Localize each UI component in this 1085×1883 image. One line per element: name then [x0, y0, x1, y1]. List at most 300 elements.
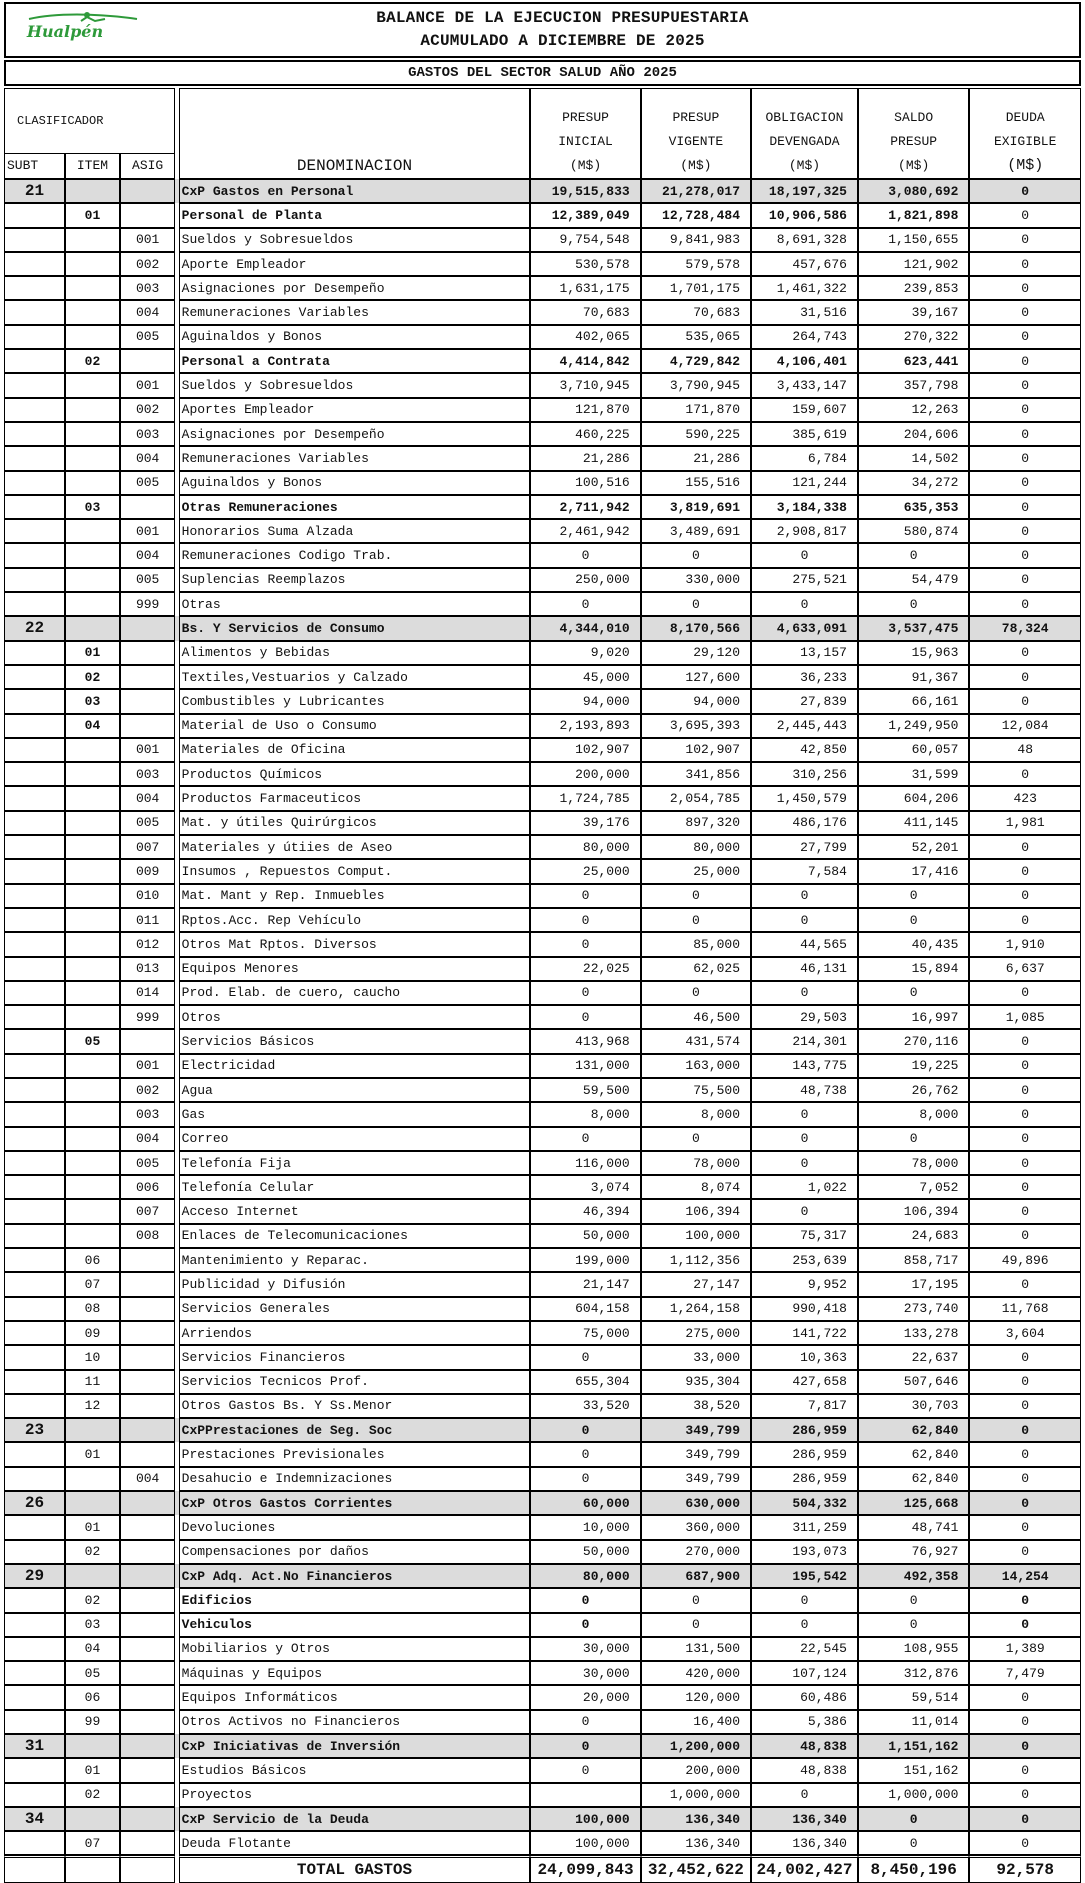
value-cell: 12,728,484 — [641, 203, 751, 227]
col-deuda-exigible — [969, 88, 1081, 179]
value-cell: 402,065 — [530, 325, 640, 349]
value-cell: 19,225 — [858, 1054, 969, 1078]
value-cell: 623,441 — [858, 349, 969, 373]
value-cell: 15,963 — [858, 641, 969, 665]
table-row — [4, 1588, 1081, 1612]
denominacion-cell: Prestaciones Previsionales — [179, 1442, 531, 1466]
denominacion-cell: Gas — [179, 1102, 531, 1126]
value-cell: 0 — [969, 1831, 1081, 1855]
value-cell: 7,052 — [858, 1175, 969, 1199]
table-row — [4, 471, 1081, 495]
value-cell: 59,514 — [858, 1685, 969, 1709]
value-cell: 0 — [751, 543, 858, 567]
value-cell: 46,500 — [641, 1005, 751, 1029]
value-cell: 100,000 — [530, 1831, 640, 1855]
value-cell: 17,195 — [858, 1272, 969, 1296]
asig-cell — [120, 665, 175, 689]
item-cell: 06 — [65, 1685, 120, 1709]
subt-cell — [4, 835, 65, 859]
value-cell: 78,324 — [969, 616, 1081, 640]
asig-cell: 012 — [120, 932, 175, 956]
value-cell: 0 — [969, 1394, 1081, 1418]
value-cell: 2,445,443 — [751, 714, 858, 738]
denominacion-cell: Remuneraciones Codigo Trab. — [179, 543, 531, 567]
item-cell: 04 — [65, 1637, 120, 1661]
table-row — [4, 203, 1081, 227]
denominacion-cell: Honorarios Suma Alzada — [179, 519, 531, 543]
value-cell: 141,722 — [751, 1321, 858, 1345]
item-cell — [65, 762, 120, 786]
value-cell: 0 — [641, 543, 751, 567]
value-cell: 530,578 — [530, 252, 640, 276]
value-cell: 2,908,817 — [751, 519, 858, 543]
value-cell: 0 — [969, 398, 1081, 422]
value-cell: 136,340 — [751, 1831, 858, 1855]
value-cell: 2,054,785 — [641, 786, 751, 810]
denominacion-cell: Mobiliarios y Otros — [179, 1637, 531, 1661]
asig-cell: 003 — [120, 422, 175, 446]
table-row — [4, 1831, 1081, 1855]
value-cell: 8,000 — [641, 1102, 751, 1126]
value-cell: 3,080,692 — [858, 179, 969, 203]
value-cell: 159,607 — [751, 398, 858, 422]
value-cell: 0 — [530, 1613, 640, 1637]
value-cell: 44,565 — [751, 932, 858, 956]
subt-cell — [4, 543, 65, 567]
value-cell: 9,841,983 — [641, 228, 751, 252]
value-cell: 163,000 — [641, 1054, 751, 1078]
value-cell: 42,850 — [751, 738, 858, 762]
value-cell: 0 — [969, 543, 1081, 567]
value-cell: 27,799 — [751, 835, 858, 859]
item-cell — [65, 1491, 120, 1515]
col-label: PRESUP — [890, 134, 938, 149]
table-row — [4, 1127, 1081, 1151]
value-cell: 80,000 — [641, 835, 751, 859]
asig-cell: 004 — [120, 786, 175, 810]
denominacion-cell: Alimentos y Bebidas — [179, 641, 531, 665]
value-cell: 0 — [858, 908, 969, 932]
item-cell — [65, 1224, 120, 1248]
denominacion-cell: Arriendos — [179, 1321, 531, 1345]
value-cell: 136,340 — [641, 1831, 751, 1855]
value-cell: 85,000 — [641, 932, 751, 956]
value-cell: 341,856 — [641, 762, 751, 786]
subt-cell — [4, 1710, 65, 1734]
asig-cell — [120, 1783, 175, 1807]
denominacion-cell: Combustibles y Lubricantes — [179, 689, 531, 713]
asig-cell: 002 — [120, 398, 175, 422]
asig-cell — [120, 1710, 175, 1734]
value-cell: 1,249,950 — [858, 714, 969, 738]
item-cell: 04 — [65, 714, 120, 738]
value-cell: 1,981 — [969, 811, 1081, 835]
value-cell: 580,874 — [858, 519, 969, 543]
table-row — [4, 811, 1081, 835]
table-row — [4, 1758, 1081, 1782]
subt-cell — [4, 1783, 65, 1807]
logo-text: Hualpén — [26, 22, 104, 41]
denominacion-cell: Insumos , Repuestos Comput. — [179, 859, 531, 883]
table-row — [4, 568, 1081, 592]
asig-cell — [120, 1370, 175, 1394]
value-cell: 1,450,579 — [751, 786, 858, 810]
asig-cell — [120, 1394, 175, 1418]
asig-cell — [120, 1345, 175, 1369]
value-cell: 0 — [969, 1272, 1081, 1296]
item-cell — [65, 1127, 120, 1151]
value-cell: 0 — [969, 981, 1081, 1005]
value-cell: 21,278,017 — [641, 179, 751, 203]
value-cell: 60,486 — [751, 1685, 858, 1709]
value-cell: 0 — [969, 228, 1081, 252]
subt-cell — [4, 1248, 65, 1272]
denominacion-cell: Materiales de Oficina — [179, 738, 531, 762]
asig-cell — [120, 1685, 175, 1709]
value-cell: 687,900 — [641, 1564, 751, 1588]
value-cell: 18,197,325 — [751, 179, 858, 203]
subt-cell — [4, 592, 65, 616]
denominacion-cell: CxP Adq. Act.No Financieros — [179, 1564, 531, 1588]
report-header — [4, 2, 1081, 58]
table-row — [4, 543, 1081, 567]
total-label: TOTAL GASTOS — [179, 1855, 531, 1883]
subt-cell — [4, 1078, 65, 1102]
value-cell: 0 — [969, 1345, 1081, 1369]
value-cell: 0 — [969, 1685, 1081, 1709]
value-cell: 31,516 — [751, 300, 858, 324]
value-cell: 0 — [969, 179, 1081, 203]
subt-cell — [4, 1370, 65, 1394]
denominacion-cell: Edificios — [179, 1588, 531, 1612]
subt-cell — [4, 398, 65, 422]
item-cell: 03 — [65, 1613, 120, 1637]
value-cell: 195,542 — [751, 1564, 858, 1588]
value-cell: 1,022 — [751, 1175, 858, 1199]
value-cell: 0 — [751, 908, 858, 932]
subt-cell — [4, 884, 65, 908]
asig-cell — [120, 616, 175, 640]
subt-cell — [4, 1515, 65, 1539]
table-row — [4, 641, 1081, 665]
subt-cell — [4, 665, 65, 689]
value-cell: 0 — [969, 1442, 1081, 1466]
asig-cell: 001 — [120, 1054, 175, 1078]
item-cell — [65, 519, 120, 543]
value-cell: 0 — [969, 349, 1081, 373]
denominacion-cell: Aporte Empleador — [179, 252, 531, 276]
report-page — [4, 2, 1081, 1883]
asig-cell: 005 — [120, 568, 175, 592]
value-cell: 0 — [530, 1758, 640, 1782]
denominacion-cell: Suplencias Reemplazos — [179, 568, 531, 592]
table-row — [4, 1783, 1081, 1807]
col-label: (M$) — [1007, 157, 1044, 174]
value-cell: 0 — [969, 1102, 1081, 1126]
subt-cell — [4, 1297, 65, 1321]
table-row — [4, 1637, 1081, 1661]
denominacion-cell: Servicios Generales — [179, 1297, 531, 1321]
item-cell: 11 — [65, 1370, 120, 1394]
table-row — [4, 1054, 1081, 1078]
value-cell: 349,799 — [641, 1467, 751, 1491]
subt-cell — [4, 1394, 65, 1418]
value-cell: 10,363 — [751, 1345, 858, 1369]
item-cell — [65, 422, 120, 446]
value-cell: 0 — [969, 1758, 1081, 1782]
value-cell: 1,461,322 — [751, 276, 858, 300]
item-cell — [65, 884, 120, 908]
value-cell: 0 — [751, 1613, 858, 1637]
value-cell: 7,817 — [751, 1394, 858, 1418]
value-cell: 2,193,893 — [530, 714, 640, 738]
asig-cell: 001 — [120, 519, 175, 543]
value-cell: 155,516 — [641, 471, 751, 495]
value-cell: 0 — [969, 325, 1081, 349]
value-cell: 1,085 — [969, 1005, 1081, 1029]
subt-cell — [4, 349, 65, 373]
table-row — [4, 859, 1081, 883]
asig-cell: 001 — [120, 228, 175, 252]
value-cell: 27,147 — [641, 1272, 751, 1296]
asig-cell — [120, 1758, 175, 1782]
col-label: SALDO — [894, 110, 934, 125]
subt-cell: 26 — [4, 1491, 65, 1515]
value-cell: 0 — [969, 1783, 1081, 1807]
value-cell: 0 — [969, 1467, 1081, 1491]
value-cell: 504,332 — [751, 1491, 858, 1515]
value-cell: 3,184,338 — [751, 495, 858, 519]
denominacion-cell: Materiales y útiies de Aseo — [179, 835, 531, 859]
subt-cell — [4, 1613, 65, 1637]
denominacion-cell: Otros Mat Rptos. Diversos — [179, 932, 531, 956]
value-cell: 127,600 — [641, 665, 751, 689]
item-cell — [65, 252, 120, 276]
total-value: 24,002,427 — [751, 1855, 858, 1883]
denominacion-cell: Electricidad — [179, 1054, 531, 1078]
value-cell: 590,225 — [641, 422, 751, 446]
table-row — [4, 1005, 1081, 1029]
subt-cell: 23 — [4, 1418, 65, 1442]
subt-cell — [4, 495, 65, 519]
value-cell: 411,145 — [858, 811, 969, 835]
empty-cell — [120, 1855, 175, 1883]
value-cell: 39,176 — [530, 811, 640, 835]
value-cell: 91,367 — [858, 665, 969, 689]
value-cell: 17,416 — [858, 859, 969, 883]
subt-cell — [4, 1127, 65, 1151]
asig-cell — [120, 1272, 175, 1296]
col-label: (M$) — [788, 158, 821, 173]
value-cell: 76,927 — [858, 1540, 969, 1564]
value-cell: 0 — [530, 543, 640, 567]
col-saldo-presup — [858, 88, 969, 179]
value-cell: 136,340 — [641, 1807, 751, 1831]
denominacion-cell: Mat. Mant y Rep. Inmuebles — [179, 884, 531, 908]
denominacion-cell: Otros Gastos Bs. Y Ss.Menor — [179, 1394, 531, 1418]
denominacion-cell: Personal a Contrata — [179, 349, 531, 373]
value-cell: 0 — [858, 1127, 969, 1151]
value-cell: 12,389,049 — [530, 203, 640, 227]
item-cell — [65, 179, 120, 203]
subt-cell — [4, 1029, 65, 1053]
denominacion-cell: CxP Iniciativas de Inversión — [179, 1734, 531, 1758]
value-cell: 3,489,691 — [641, 519, 751, 543]
denominacion-cell: Sueldos y Sobresueldos — [179, 373, 531, 397]
report-title-line1: BALANCE DE LA EJECUCION PRESUPUESTARIA — [376, 9, 749, 27]
item-cell — [65, 811, 120, 835]
asig-cell — [120, 1248, 175, 1272]
value-cell: 100,000 — [641, 1224, 751, 1248]
asig-cell: 999 — [120, 592, 175, 616]
subt-cell — [4, 786, 65, 810]
value-cell: 385,619 — [751, 422, 858, 446]
value-cell: 62,840 — [858, 1442, 969, 1466]
denominacion-cell: Sueldos y Sobresueldos — [179, 228, 531, 252]
denominacion-cell: CxP Otros Gastos Corrientes — [179, 1491, 531, 1515]
asig-cell — [120, 1661, 175, 1685]
table-row — [4, 1442, 1081, 1466]
value-cell: 8,000 — [858, 1102, 969, 1126]
table-row — [4, 957, 1081, 981]
denominacion-cell: Rptos.Acc. Rep Vehículo — [179, 908, 531, 932]
value-cell: 1,000,000 — [858, 1783, 969, 1807]
subt-cell — [4, 325, 65, 349]
value-cell: 0 — [858, 1613, 969, 1637]
item-cell: 01 — [65, 1442, 120, 1466]
value-cell: 0 — [969, 1199, 1081, 1223]
value-cell: 48,738 — [751, 1078, 858, 1102]
denominacion-cell: Bs. Y Servicios de Consumo — [179, 616, 531, 640]
value-cell: 0 — [751, 1151, 858, 1175]
subt-cell — [4, 300, 65, 324]
table-row — [4, 1685, 1081, 1709]
value-cell: 143,775 — [751, 1054, 858, 1078]
subt-cell — [4, 568, 65, 592]
value-cell: 12,263 — [858, 398, 969, 422]
denominacion-cell: Servicios Financieros — [179, 1345, 531, 1369]
value-cell: 273,740 — [858, 1297, 969, 1321]
item-cell — [65, 592, 120, 616]
denominacion-cell: Estudios Básicos — [179, 1758, 531, 1782]
value-cell: 0 — [969, 641, 1081, 665]
subt-cell — [4, 519, 65, 543]
value-cell: 1,264,158 — [641, 1297, 751, 1321]
value-cell: 3,790,945 — [641, 373, 751, 397]
item-cell — [65, 1467, 120, 1491]
value-cell: 49,896 — [969, 1248, 1081, 1272]
table-row — [4, 762, 1081, 786]
table-row — [4, 1491, 1081, 1515]
asig-cell: 008 — [120, 1224, 175, 1248]
value-cell: 106,394 — [858, 1199, 969, 1223]
value-cell: 107,124 — [751, 1661, 858, 1685]
value-cell: 655,304 — [530, 1370, 640, 1394]
table-row — [4, 1297, 1081, 1321]
item-header: ITEM — [65, 153, 120, 179]
value-cell: 0 — [530, 1127, 640, 1151]
value-cell: 579,578 — [641, 252, 751, 276]
value-cell: 330,000 — [641, 568, 751, 592]
value-cell: 0 — [858, 884, 969, 908]
item-cell — [65, 446, 120, 470]
value-cell: 36,233 — [751, 665, 858, 689]
value-cell: 75,000 — [530, 1321, 640, 1345]
denominacion-cell: Agua — [179, 1078, 531, 1102]
subt-cell — [4, 811, 65, 835]
denominacion-cell: Servicios Básicos — [179, 1029, 531, 1053]
total-row — [4, 1855, 1081, 1883]
value-cell: 78,000 — [858, 1151, 969, 1175]
value-cell: 6,784 — [751, 446, 858, 470]
item-cell — [65, 835, 120, 859]
denominacion-cell: Equipos Informáticos — [179, 1685, 531, 1709]
value-cell: 0 — [641, 1127, 751, 1151]
denominacion-cell: Servicios Tecnicos Prof. — [179, 1370, 531, 1394]
value-cell: 3,695,393 — [641, 714, 751, 738]
table-row — [4, 1564, 1081, 1588]
asig-cell: 999 — [120, 1005, 175, 1029]
value-cell: 423 — [969, 786, 1081, 810]
value-cell: 24,683 — [858, 1224, 969, 1248]
value-cell: 1,389 — [969, 1637, 1081, 1661]
value-cell: 34,272 — [858, 471, 969, 495]
value-cell: 14,502 — [858, 446, 969, 470]
value-cell: 50,000 — [530, 1224, 640, 1248]
denominacion-cell: Otras Remuneraciones — [179, 495, 531, 519]
value-cell: 9,754,548 — [530, 228, 640, 252]
value-cell: 604,206 — [858, 786, 969, 810]
value-cell: 3,604 — [969, 1321, 1081, 1345]
value-cell: 106,394 — [641, 1199, 751, 1223]
value-cell: 0 — [751, 884, 858, 908]
table-row — [4, 908, 1081, 932]
asig-cell — [120, 1807, 175, 1831]
empty-cell — [4, 1855, 65, 1883]
value-cell: 60,057 — [858, 738, 969, 762]
value-cell: 349,799 — [641, 1418, 751, 1442]
asig-cell: 003 — [120, 276, 175, 300]
col-obligacion-devengada — [751, 88, 858, 179]
value-cell: 0 — [530, 884, 640, 908]
value-cell: 270,116 — [858, 1029, 969, 1053]
subt-cell: 29 — [4, 1564, 65, 1588]
value-cell: 0 — [969, 1175, 1081, 1199]
value-cell: 286,959 — [751, 1467, 858, 1491]
value-cell: 120,000 — [641, 1685, 751, 1709]
value-cell: 0 — [641, 884, 751, 908]
asig-cell: 011 — [120, 908, 175, 932]
value-cell: 11,014 — [858, 1710, 969, 1734]
value-cell: 0 — [530, 908, 640, 932]
value-cell: 2,461,942 — [530, 519, 640, 543]
asig-cell: 004 — [120, 543, 175, 567]
asig-cell — [120, 1613, 175, 1637]
value-cell: 0 — [641, 1613, 751, 1637]
subt-cell — [4, 1661, 65, 1685]
value-cell: 507,646 — [858, 1370, 969, 1394]
table-row — [4, 398, 1081, 422]
denominacion-cell: Máquinas y Equipos — [179, 1661, 531, 1685]
table-header — [4, 88, 1081, 153]
asig-cell — [120, 1418, 175, 1442]
value-cell: 14,254 — [969, 1564, 1081, 1588]
value-cell: 0 — [969, 300, 1081, 324]
value-cell: 48 — [969, 738, 1081, 762]
value-cell: 4,414,842 — [530, 349, 640, 373]
value-cell: 121,902 — [858, 252, 969, 276]
value-cell: 0 — [530, 1005, 640, 1029]
